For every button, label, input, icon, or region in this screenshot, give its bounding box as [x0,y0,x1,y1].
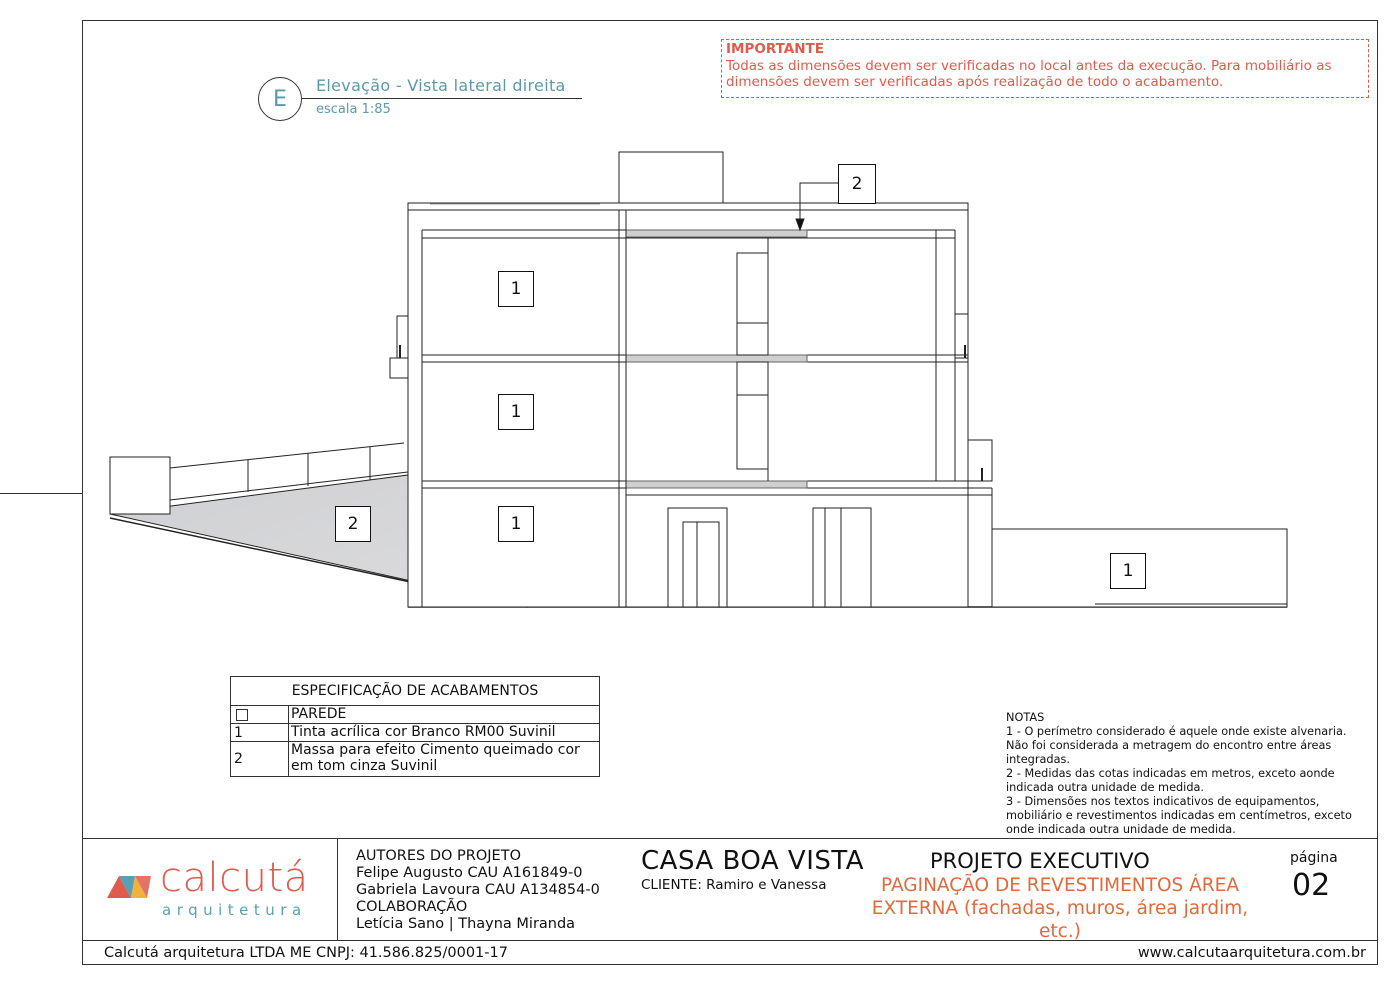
section-title: Elevação - Vista lateral direita [316,76,566,95]
notes-line: indicada outra unidade de medida. [1006,781,1205,794]
slab-lower [626,481,807,488]
important-line-2: dimensões devem ser verificadas após realização de todo o acabamento. [726,74,1224,90]
notes-line: 3 - Dimensões nos textos indicativos de equipamentos, [1006,795,1320,808]
spec-row-number: 1 [231,724,289,741]
notes-line: 1 - O perímetro considerado é aquele onde existe alvenaria. [1006,725,1347,738]
titleblock-divider [337,838,338,940]
notes-line: Não foi considerada a metragem do encontro entre áreas [1006,739,1332,752]
spec-checkbox-cell [231,706,289,723]
spec-row-category [231,706,599,724]
slab-middle [626,355,807,362]
collaborators: Letícia Sano | Thayna Miranda [356,916,576,932]
client-name: CLIENTE: Ramiro e Vanessa [641,877,827,893]
author-1: Felipe Augusto CAU A161849-0 [356,865,583,881]
spec-row-1 [231,724,599,742]
project-name: CASA BOA VISTA [641,846,865,876]
main-building [408,206,968,607]
glass-railing [170,443,404,468]
footer-company: Calcutá arquitetura LTDA ME CNPJ: 41.586.825/0001-17 [104,945,508,961]
finish-tag-ramp: 2 [335,506,371,542]
important-title: IMPORTANTE [726,41,824,57]
author-2: Gabriela Lavoura CAU A134854-0 [356,882,600,898]
finish-tag-roof: 2 [838,164,876,204]
window-middle [737,362,768,469]
notes-line: mobiliário e revestimentos indicadas em centímetros, exceto [1006,809,1352,822]
notes-line: integradas. [1006,753,1070,766]
notes-line: onde indicada outra unidade de medida. [1006,823,1236,836]
spec-row-2 [231,742,599,776]
notes-block [1006,711,1376,837]
collab-label: COLABORAÇÃO [356,899,468,915]
spec-row-text: PAREDE [291,706,347,722]
page-number: 02 [1292,868,1331,903]
ramp-post [110,457,170,514]
balcony-left-lower [390,358,408,378]
spec-header: ESPECIFICAÇÃO DE ACABAMENTOS [231,677,599,706]
finishes-spec-table [230,676,600,777]
important-line-1: Todas as dimensões devem ser verificadas no local antes da execução. Para mobiliário as [726,57,1332,74]
authors-label: AUTORES DO PROJETO [356,848,521,864]
logo-mark-icon [107,872,159,900]
balcony-right-lower [968,440,992,481]
page-label: página [1290,850,1338,866]
finish-tag-floor3: 1 [498,271,534,307]
roof-box [619,152,723,206]
finish-tag-floor1: 1 [498,506,534,542]
finish-tag-annex: 1 [1110,553,1146,589]
logo-subtitle: arquitetura [162,901,307,919]
finish-tag-floor2: 1 [498,394,534,430]
project-phase: PROJETO EXECUTIVO [930,849,1150,873]
footer-website[interactable]: www.calcutaarquitetura.com.br [1137,945,1366,961]
section-scale: escala 1:85 [316,102,391,117]
checkbox-icon [236,709,248,721]
authors-block [356,848,600,933]
spec-row-text: Tinta acrílica cor Branco RM00 Suvinil [291,724,556,740]
sheet-subtitle: PAGINAÇÃO DE REVESTIMENTOS ÁREA EXTERNA (fachadas, muros, área jardim, etc.) [871,875,1249,942]
balcony-left-upper [397,316,408,358]
spec-row-text: Massa para efeito Cimento queimado cor em tom cinza Suvinil [291,742,580,774]
notes-line: 2 - Medidas das cotas indicadas em metros, exceto aonde [1006,767,1335,780]
notes-title: NOTAS [1006,711,1045,724]
logo-wordmark: calcutá [160,855,309,901]
spec-row-number: 2 [231,742,289,776]
window-upper [737,253,768,355]
titleblock-top-border [82,838,1378,839]
slab-upper [626,230,807,237]
section-badge: E [258,77,302,121]
